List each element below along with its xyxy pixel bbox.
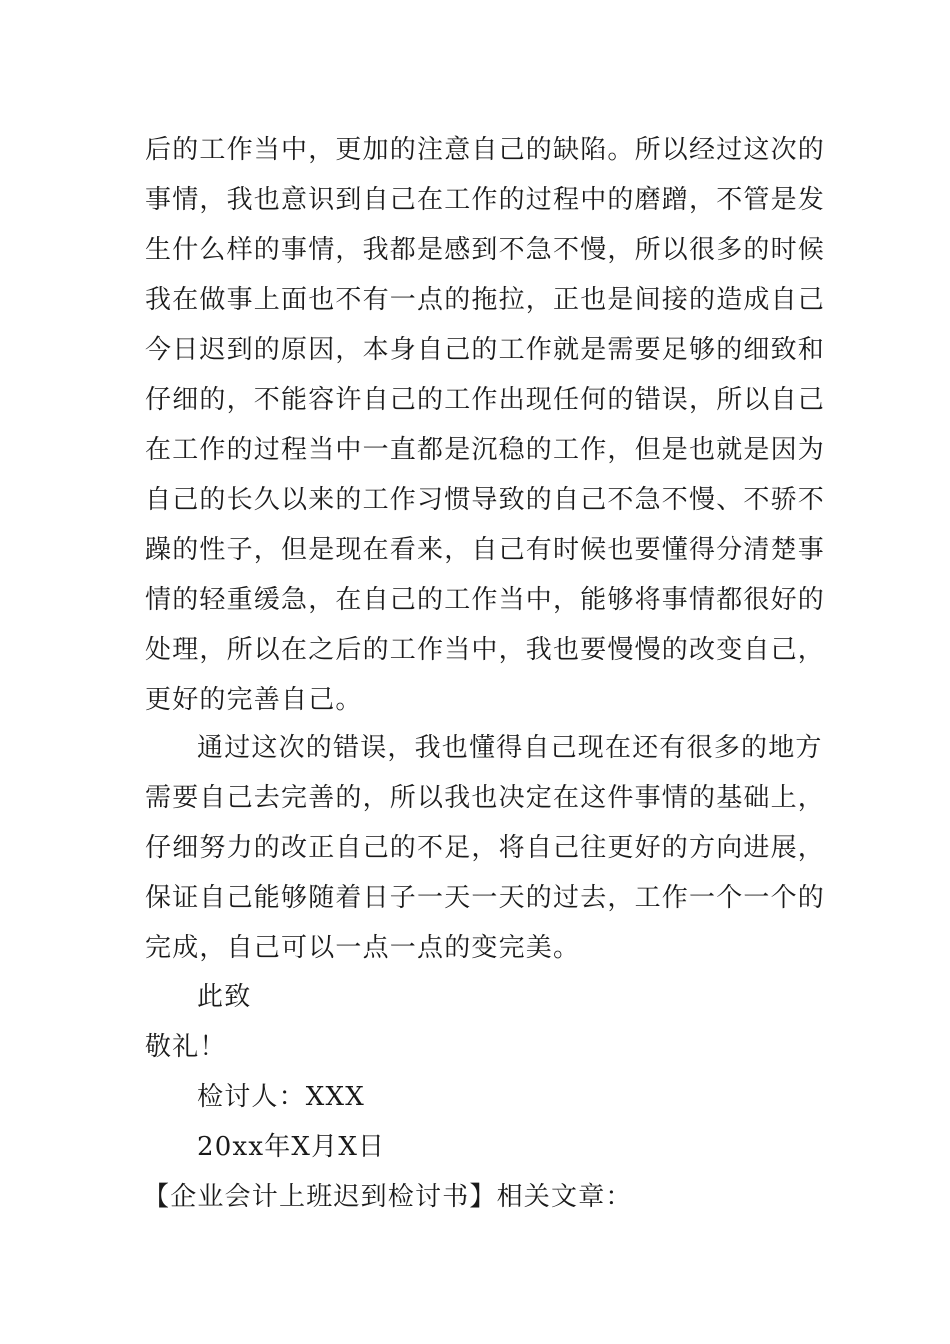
paragraph-line: 保证自己能够随着日子一天一天的过去，工作一个一个的 <box>145 883 826 913</box>
closing-block <box>145 972 810 1172</box>
paragraph-line: 更好的完善自己。 <box>145 685 363 715</box>
paragraph-line: 今日迟到的原因，本身自己的工作就是需要足够的细致和 <box>145 335 826 365</box>
paragraph-line: 仔细努力的改正自己的不足，将自己往更好的方向进展， <box>145 833 826 863</box>
paragraph-line: 情的轻重缓急，在自己的工作当中，能够将事情都很好的 <box>145 585 826 615</box>
related-articles-label: 【企业会计上班迟到检讨书】相关文章： <box>143 1182 633 1212</box>
paragraph-line: 后的工作当中，更加的注意自己的缺陷。所以经过这次的 <box>145 135 826 165</box>
paragraph-line: 自己的长久以来的工作习惯导致的自己不急不慢、不骄不 <box>145 485 826 515</box>
paragraph-line: 事情，我也意识到自己在工作的过程中的磨蹭，不管是发 <box>145 185 826 215</box>
body-paragraph-1 <box>145 125 826 725</box>
paragraph-line: 我在做事上面也不有一点的拖拉，正也是间接的造成自己 <box>145 285 826 315</box>
paragraph-line: 躁的性子，但是现在看来，自己有时候也要懂得分清楚事 <box>145 535 826 565</box>
signer-line: 检讨人：XXX <box>197 1082 365 1112</box>
paragraph-line: 仔细的，不能容许自己的工作出现任何的错误，所以自己 <box>145 385 826 415</box>
paragraph-line: 需要自己去完善的，所以我也决定在这件事情的基础上， <box>145 783 826 813</box>
paragraph-line: 完成，自己可以一点一点的变完美。 <box>145 933 581 963</box>
paragraph-line: 处理，所以在之后的工作当中，我也要慢慢的改变自己， <box>145 635 826 665</box>
paragraph-line: 通过这次的错误，我也懂得自己现在还有很多的地方 <box>197 733 823 763</box>
salutation-regards: 敬礼！ <box>145 1032 227 1062</box>
salutation-this-to: 此致 <box>197 982 252 1012</box>
paragraph-line: 在工作的过程当中一直都是沉稳的工作，但是也就是因为 <box>145 435 826 465</box>
date-line: 20xx年X月X日 <box>197 1132 386 1162</box>
paragraph-line: 生什么样的事情，我都是感到不急不慢，所以很多的时候 <box>145 235 826 265</box>
body-paragraph-2 <box>145 723 826 973</box>
related-articles-heading <box>145 1172 810 1222</box>
